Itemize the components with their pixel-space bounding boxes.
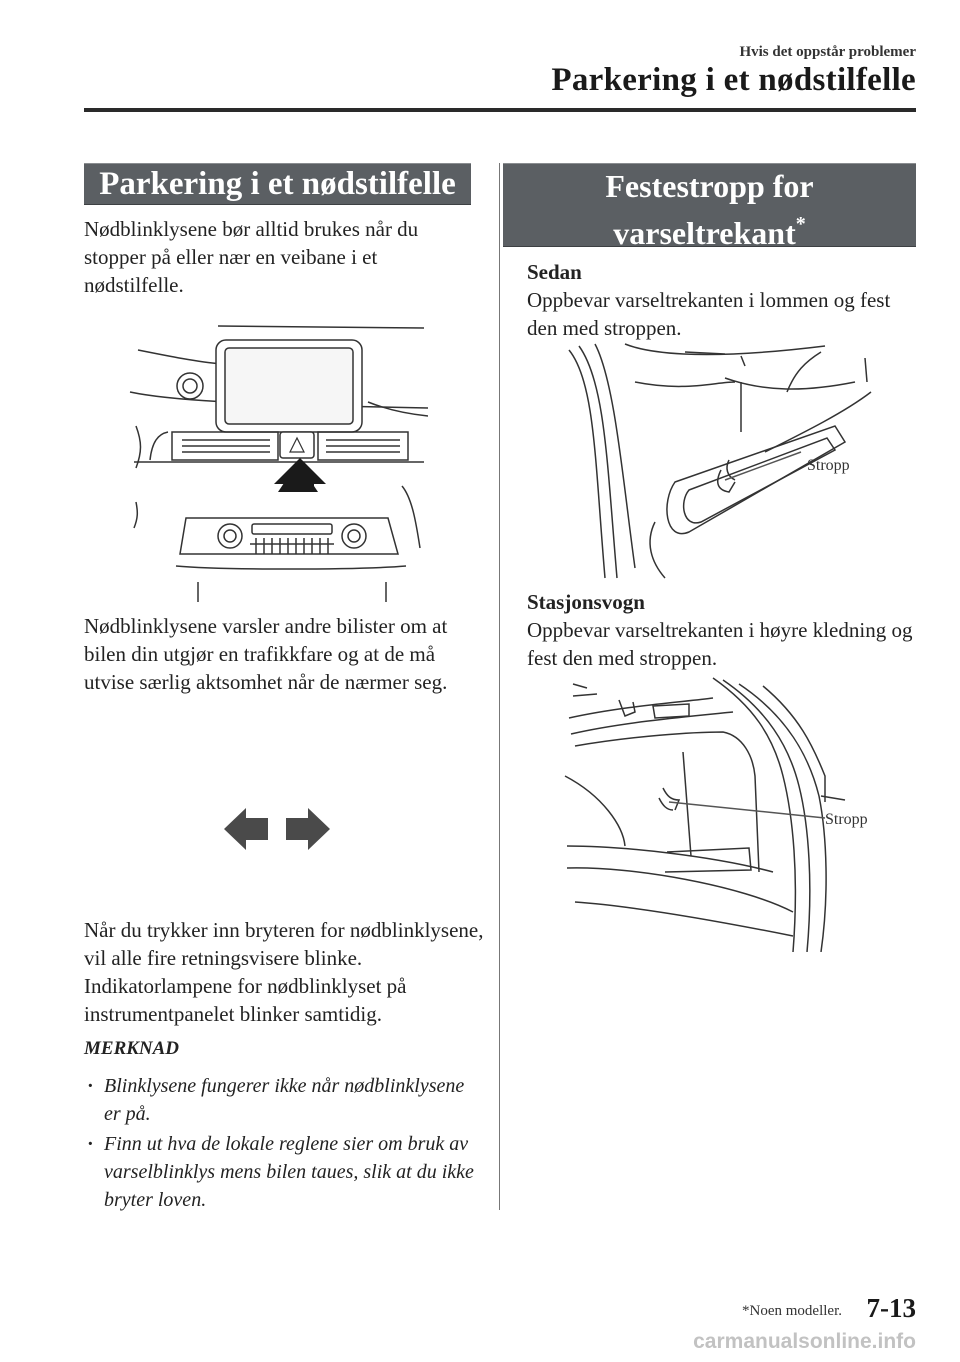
sedan-trunk-icon — [565, 342, 875, 582]
header-rule — [84, 108, 916, 112]
wagon-strap-label: Stropp — [825, 811, 868, 828]
banner-line-1: Festestropp for — [605, 168, 814, 204]
warning-paragraph: Nødblinklysene varsler andre bilister om at bilen din utgjør en trafikkfare og at de må utvise særlig aktsomhet når de nærmer seg. — [84, 614, 448, 694]
right-section-banner — [503, 163, 916, 251]
switch-paragraph: Når du trykker inn bryteren for nødblinklysene, vil alle fire retningsvisere blinke. Indikatorlampene for nødblinklyset på instrumentpanelet blinker samtidig. — [84, 918, 484, 1026]
wagon-paragraph: Oppbevar varseltrekanten i høyre kledning og fest den med stroppen. — [527, 618, 913, 670]
intro-paragraph: Nødblinklysene bør alltid brukes når du stopper på eller nær en veibane i et nødstilfelle. — [84, 217, 419, 297]
wagon-trunk-icon — [563, 676, 883, 952]
banner-line-2: varseltrekant* — [613, 213, 806, 251]
note-item: · Blinklysene fungerer ikke når nødblinklysene er på. — [84, 1072, 484, 1128]
asterisk-mark: * — [795, 213, 806, 235]
column-divider — [499, 163, 500, 1210]
note-item: · Finn ut hva de lokale reglene sier om bruk av varselblinklys mens bilen taues, slik at du ikke bryter loven. — [84, 1130, 484, 1214]
note-list — [84, 1072, 484, 1216]
wagon-heading: Stasjonsvogn — [527, 590, 645, 614]
footnote: *Noen modeller. — [742, 1303, 842, 1319]
sedan-paragraph: Oppbevar varseltrekanten i lommen og fest den med stroppen. — [527, 288, 891, 340]
sedan-strap-label: Stropp — [807, 457, 850, 474]
page-number: 7-13 — [866, 1293, 916, 1323]
left-section-banner: Parkering i et nødstilfelle — [84, 163, 471, 205]
chapter-title: Hvis det oppstår problemer — [739, 44, 916, 60]
watermark: carmanualsonline.info — [693, 1330, 916, 1353]
dashboard-icon — [128, 322, 428, 602]
sedan-heading: Sedan — [527, 260, 582, 284]
section-title: Parkering i et nødstilfelle — [551, 62, 916, 98]
hazard-arrows-icon — [222, 806, 332, 852]
note-heading: MERKNAD — [84, 1038, 180, 1059]
